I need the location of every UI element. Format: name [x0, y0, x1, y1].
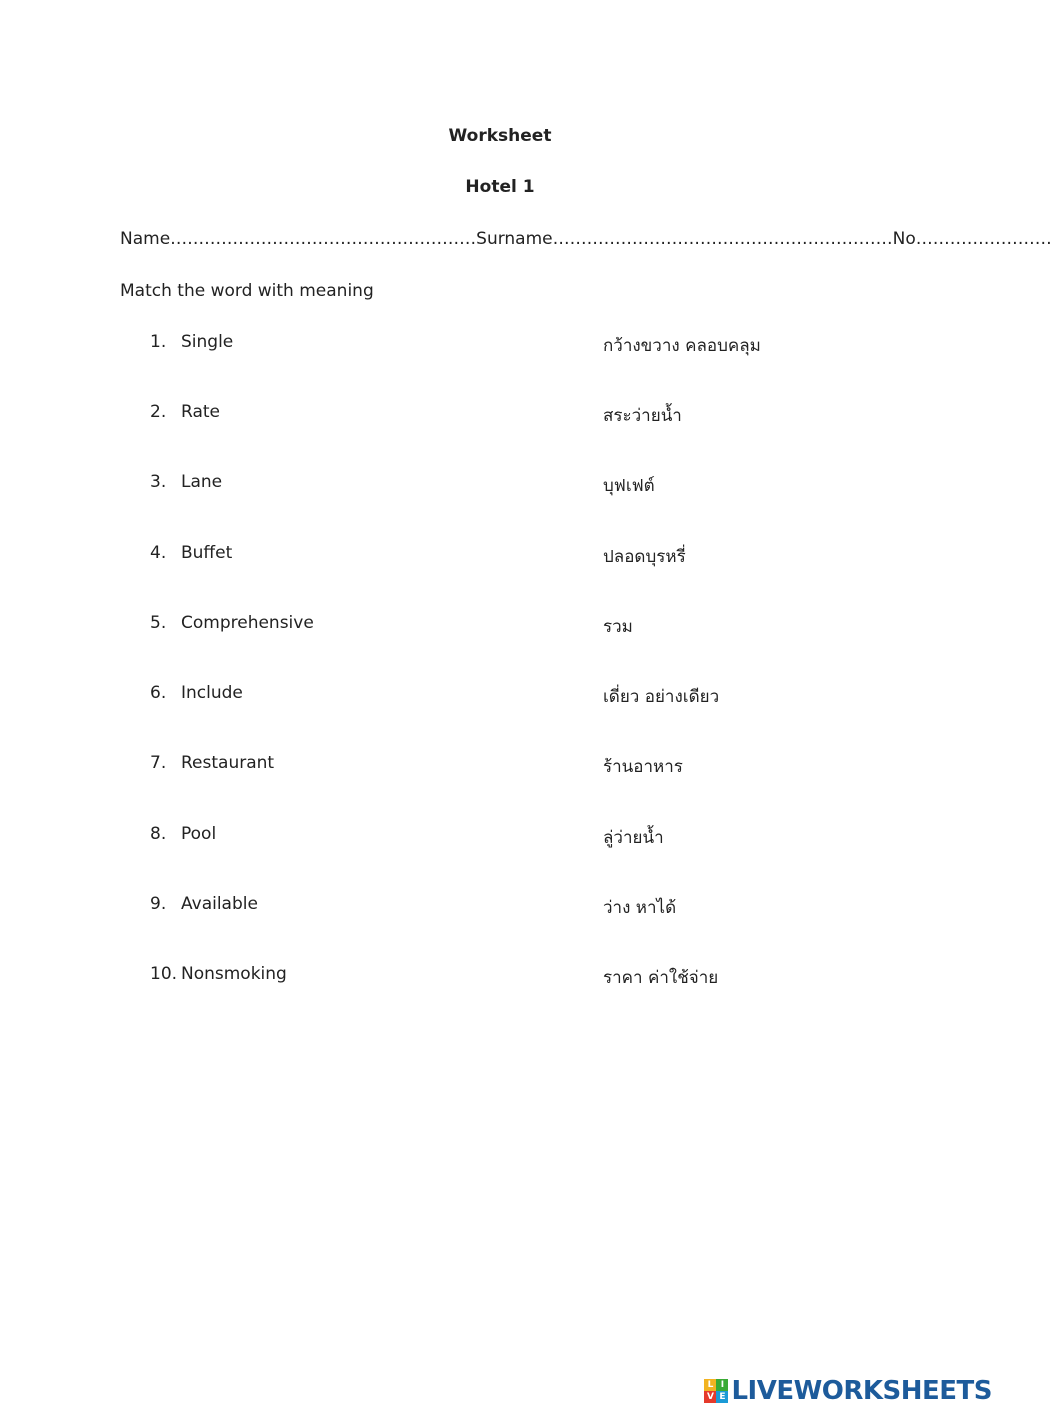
item-meaning: ว่าง หาได้: [603, 898, 677, 918]
list-item: [0, 894, 1000, 924]
list-item: [0, 332, 1000, 362]
logo-text: LIVEWORKSHEETS: [731, 1376, 992, 1406]
list-item: [0, 543, 1000, 573]
item-meaning: ร้านอาหาร: [603, 757, 683, 777]
list-item: [0, 824, 1000, 854]
item-meaning: ลู่ว่ายน้ำ: [603, 828, 664, 848]
logo-badge-icon: [704, 1379, 728, 1403]
item-word: Include: [181, 683, 243, 703]
logo-badge-letter: L: [704, 1379, 716, 1391]
item-word: Comprehensive: [181, 613, 314, 633]
item-meaning: สระว่ายน้ำ: [603, 406, 682, 426]
item-word: Nonsmoking: [181, 964, 287, 984]
name-surname-number-line: Name………………………………………………Surname……………………………………………………No……………………: [120, 229, 1052, 249]
page-title: Worksheet: [448, 126, 552, 146]
item-meaning: ราคา ค่าใช้จ่าย: [603, 968, 719, 988]
item-number: 10.: [150, 964, 178, 984]
list-item: [0, 613, 1000, 643]
item-meaning: เดี่ยว อย่างเดียว: [603, 687, 720, 707]
item-number: 8.: [150, 824, 167, 844]
liveworksheets-logo[interactable]: [704, 1375, 992, 1407]
list-item: [0, 753, 1000, 783]
logo-badge-letter: V: [704, 1391, 716, 1403]
item-number: 4.: [150, 543, 167, 563]
item-number: 3.: [150, 472, 167, 492]
item-word: Restaurant: [181, 753, 275, 773]
item-number: 6.: [150, 683, 167, 703]
item-word: Buffet: [181, 543, 233, 563]
list-item: [0, 964, 1000, 994]
item-number: 1.: [150, 332, 167, 352]
item-meaning: รวม: [603, 617, 633, 637]
item-number: 5.: [150, 613, 167, 633]
logo-badge-letter: I: [716, 1379, 728, 1391]
item-meaning: บุฟเฟต์: [603, 476, 655, 496]
page-subtitle: Hotel 1: [465, 177, 535, 197]
item-number: 2.: [150, 402, 167, 422]
item-word: Lane: [181, 472, 223, 492]
item-word: Available: [181, 894, 258, 914]
list-item: [0, 683, 1000, 713]
list-item: [0, 402, 1000, 432]
item-word: Rate: [181, 402, 220, 422]
item-word: Single: [181, 332, 234, 352]
instructions: Match the word with meaning: [120, 281, 374, 301]
logo-badge-letter: E: [716, 1391, 728, 1403]
list-item: [0, 472, 1000, 502]
item-number: 7.: [150, 753, 167, 773]
item-meaning: ปลอดบุรหรี่: [603, 547, 686, 567]
item-number: 9.: [150, 894, 167, 914]
item-word: Pool: [181, 824, 217, 844]
item-meaning: กว้างขวาง คลอบคลุม: [603, 336, 761, 356]
